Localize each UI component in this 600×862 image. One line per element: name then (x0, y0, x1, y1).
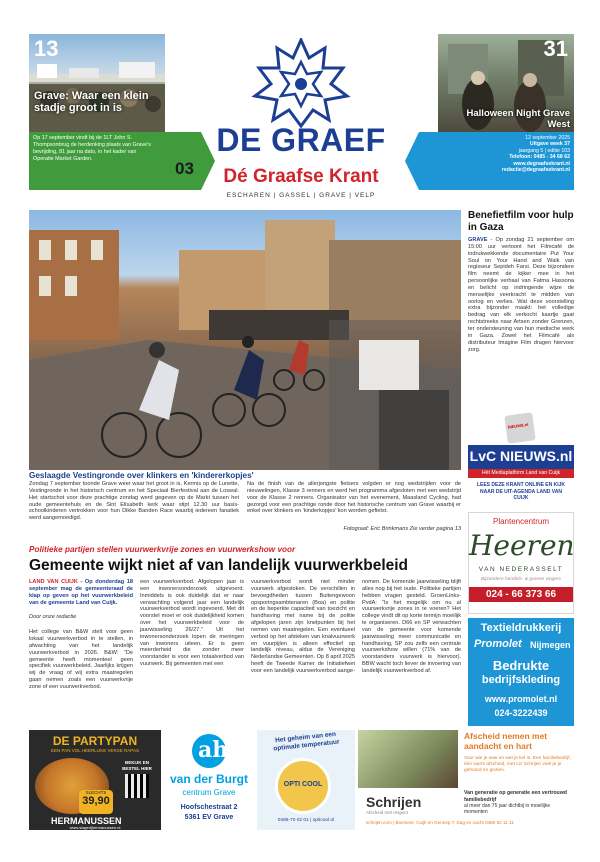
lvc-badge (504, 412, 536, 444)
opticool-phone[interactable]: 0485-70 02 01 | opticool.nl (277, 818, 335, 823)
ah-name: van der Burgt (169, 772, 248, 786)
promolet-brand: Promolet (474, 638, 522, 650)
main-photo-text-left: Zondag 7 september toonde Grave weer waar het groot in is, Kermis op de Lunette, Vestingronde in het historisch centrum en het Speciaal Bierfestival aan de Loswal. Het startschot voor deze prachtige zondag werd gegeven op de Markt tussen het oude gemeentehuis en de Sint Elisabeth kerk waar stipt 12.30 uur basis-schoolkinderen vertrokken voor hun Dikke Banden Race waarbij iedereen fanatiek werd aangemoedigd. (29, 481, 239, 522)
article-kicker: Politieke partijen stellen vuurwerkvrije zones en vuurwerkshow voor (29, 545, 296, 554)
article-headline: Gemeente wijkt niet af van landelijk vuurwerkbeleid (29, 557, 409, 574)
masthead-logo (215, 34, 387, 206)
ah-address-2: 5361 EV Grave (184, 814, 234, 821)
partypan-ad[interactable] (29, 730, 161, 830)
article-byline: Door onze redactie (29, 614, 77, 621)
heeren-name: Heeren (469, 529, 575, 562)
masthead-title: DE GRAEF (216, 122, 386, 158)
sidebar-article-title: Benefietfilm voor hulp in Gaza (468, 210, 574, 233)
green-box-number: 03 (175, 159, 194, 178)
schrijen-photo (358, 730, 458, 788)
partypan-web[interactable]: www.slagerijhermanussen.nl (69, 825, 121, 830)
ah-logo-icon (192, 734, 229, 768)
article-col-2: een vuurwerkverbod. Afgelopen jaar is een inwonersonderzoek uitgevoerd. Inmiddels is ook duidelijk dat er naar verwachting volgend jaar een landelijk vuurwerkverbod wordt ingevoerd. Met dit voorstel moet er ook duidelijkheid komen over het vuurwerkbeleid voor de jaarwisseling 26/27.” Uit het inwonersonderzoek lopen de meningen van inwoners uiteen. Er is geen meerderheid die zonder meer voorstander is voor een totaalverbod van vuurwerk. Bij gemeenten met een (140, 579, 244, 668)
schrijen-footer[interactable]: schrijen.com | Boxmeer, Cuijk en Gennep T. Dag en nacht 0485 52 11 11 (366, 820, 514, 825)
teaser-right[interactable] (438, 34, 574, 132)
price-value: 39,90 (82, 795, 110, 807)
ah-ad[interactable] (164, 730, 254, 830)
teaser-right-caption: Halloween Night Grave West (466, 108, 570, 130)
article-col-4: nomen. De komende jaarwisseling blijft alles nog bij het oude. Politieke partijen hebben vragen gesteld. GroenLinks-PvdA: “Is het mogelijk om nu al vuurwerkvrije zones in te voeren? Het college vindt dit op korte termijn moeilijk te organiseren. D66 en SP verwachten van de gemeente voor komende jaarwisseling meer communicatie en handhaving, SP zou zelfs een centrale vuurwerkshow willen (71% van de voorstanders vuurwerk is hiervoor). BBW wacht toch liever de invoering van landelijk vuurwerkverbod af. (362, 579, 461, 674)
partypan-bestel[interactable]: BEKIJK EN BESTEL HIER (122, 760, 152, 771)
heeren-top: Plantencentrum (492, 517, 550, 526)
schrijen-tagline: Van generatie op generatie een vertrouwd familiebedrijf (464, 790, 567, 803)
teaser-right-number: 31 (543, 36, 568, 61)
lvc-nieuws-ad[interactable] (468, 412, 574, 508)
ah-address-1: Hoofschestraat 2 (180, 804, 238, 811)
promolet-line1: Bedrukte (492, 658, 550, 673)
heeren-phone[interactable]: 024 - 66 373 66 (469, 587, 573, 602)
heeren-tagline: Bijzondere handels- & groene vingers (481, 577, 561, 582)
partypan-brand: HERMANUSSEN (51, 816, 122, 826)
article-col-1 (29, 579, 133, 691)
ah-sub: centrum Grave (182, 788, 236, 797)
sidebar-article (468, 210, 574, 410)
heeren-ad[interactable] (468, 512, 574, 614)
sidebar-article-dateline: GRAVE (468, 237, 488, 243)
article-col-1-text: Het college van B&W stelt voor geen lokaal vuurwerkverbod in te stellen, in afwachting van het landelijk vuurwerkverbod in 2026. B&W: “De gemeente heeft momenteel geen specifiek vuurwerkbeleid. Jaarlijks krijgen wij de vraag of wij extra maatregelen gaan nemen zoals een vuurwerkvrije zone of een vuurwerkverbod. (29, 629, 133, 690)
lvc-badge-text: NIEUWS.nl (507, 421, 529, 430)
schrijen-brand: Schrijen (366, 794, 422, 810)
main-photo-image (29, 210, 461, 470)
issue-date: 12 september 2025 (525, 135, 570, 141)
issue-info-box (419, 132, 574, 190)
teaser-left-number: 13 (34, 36, 59, 61)
issue-email-link[interactable]: redactie@degraafsekrant.nl (501, 167, 570, 174)
lvc-title-bar (468, 445, 574, 469)
promolet-phone[interactable]: 024-3222439 (494, 708, 548, 718)
opticool-thermostat (275, 758, 331, 814)
issue-volume: jaargang 5 | editie 103 (518, 147, 570, 154)
main-photo-caption (29, 470, 461, 552)
article-vuurwerk (29, 545, 461, 727)
lvc-title: LvC NIEUWS.nl (469, 448, 573, 464)
crown-emblem-icon (251, 38, 351, 130)
main-photo-credit: Fotograaf: Eric Brinkmans Zie verder pagina 13 (343, 526, 461, 532)
main-photo-headline: Geslaagde Vestingronde over klinkers en 'kindererkopjes' (29, 471, 254, 480)
opticool-ad[interactable] (257, 730, 355, 830)
lvc-subtitle: Hét Mediaplatform Land van Cuijk (468, 469, 574, 478)
masthead-subtitle: Dé Graafse Krant (223, 166, 379, 187)
promolet-web[interactable]: www.promolet.nl (484, 694, 558, 704)
info-box-arrow (405, 132, 419, 190)
sidebar-article-text: - Op zondag 21 september om 15:00 uur vertoont het Filmcafé de indrukwekkende documentaire Put Your Soul on Your Hand and Walk van regisseur Sepideh Farsi. Deze bijzondere film neemt de kijker mee in het persoonlijke verhaal van Fatma Hassona en belicht op indringende wijze de menselijke veerkracht te midden van oorlog en verlies. Wat deze voorstelling extra bijzonder maakt: het volledige bedrag van elk verkocht kaartje gaat rechtstreeks naar Artsen zonder Grenzen, ter ondersteuning van hun medische werk in Gaza. Zowel het Filmcafé als distributeur Imagine Film dragen hiervoor zorg. (468, 237, 574, 353)
promolet-title: Textieldrukkerij (480, 622, 562, 634)
teaser-left-caption: Grave: Waar een klein stadje groot in is (34, 90, 149, 114)
article-col-3: vuurwerkverbod wordt niet minder vuurwerk afgestoken. De verschillen in bevoegdheden tussen Buitengewoon opsporingsambtenaren (Boa) en politie en de beperkte capaciteit van toezicht en handhaving met name bij de politie afgelopen jaren zijn knelpunten bij het nemen van maatregelen. Een eventueel verbod op het afsteken van knalvuurwerk en vuurpijlen is alleen effectief op landelijk niveau, aldus de Vereniging Nederlandse Gemeenten. Op 8 april 2025 heeft de Tweede Kamer de Initiatiefwet voor een landelijk vuurwerkverbod aange- (251, 579, 355, 674)
price-label: SLECHTS (85, 790, 107, 795)
schrijen-body: Voor wie je was en wat je lief is. Een familiebedrijf, één warm afscheid, met Liz Schrijen voel je je gehoord en gezien. (464, 756, 571, 773)
green-box[interactable] (29, 132, 201, 190)
promolet-ad[interactable] (468, 618, 574, 726)
price-badge (79, 790, 113, 814)
article-lead (29, 579, 133, 606)
ah-logo-glyph: ah (198, 737, 229, 763)
issue-web-link[interactable]: www.degraafsekrant.nl (513, 160, 570, 167)
lvc-cta[interactable]: LEES DEZE KRANT ONLINE EN KIJK NAAR DE UIT-AGENDA LAND VAN CUIJK (476, 482, 566, 502)
schrijen-title: Afscheid nemen met aandacht en hart (464, 731, 548, 751)
masthead-places: ESCHAREN | GASSEL | GRAVE | VELP (226, 192, 376, 199)
article-lead-text: - Op donderdag 18 september mag de gemeenteraad de klap op geven op het vuurwerkbeleid van de gemeente Land van Cuijk. (29, 579, 133, 606)
issue-week: Uitgave week 37 (529, 141, 570, 148)
main-photo-text-right: Na de finish van de allerjongste fietsers volgden er nog wedstrijden voor de nieuwelingen, Klasse 3 renners en werd het programma afgesloten met een wedstrijd voor de Klasse 2 renners. Organisator van het evenement, Maasland Cycling, had gezorgd voor een prachtige ronde door het historische centrum van Grave waarbij er enkel over klinkers en 'kinderkopjes' kon worden gefietst. (247, 481, 461, 515)
promolet-line2: bedrijfskleding (481, 674, 561, 686)
opticool-headline: Het geheim van een optimale temperatuur (272, 730, 340, 753)
partypan-title: DE PARTYPAN (52, 734, 138, 748)
article-dateline: LAND VAN CUIJK (29, 579, 78, 585)
teaser-left[interactable] (29, 34, 165, 132)
issue-phone[interactable]: Telefoon: 0485 - 34 68 62 (509, 154, 570, 161)
partypan-subtitle: EEN PAN VOL HEERLIJKE VERSE RAPAS (51, 748, 139, 753)
sidebar-article-body (468, 237, 574, 353)
green-box-text: Op 17 september vindt bij de 1LT John S. Thompsonbrug de herdenking plaats van Grave's bevrijding, 81 jaar na dato, in het kader van Operatie Market Garden. (33, 135, 151, 162)
main-photo[interactable] (29, 210, 461, 470)
header (29, 34, 574, 206)
heeren-sub: VAN NEDERASSELT (478, 566, 564, 573)
promolet-city: Nijmegen (530, 640, 571, 650)
schrijen-tagline-2: al meer dan 75 jaar dichtbij in moeilijke momenten (464, 803, 551, 816)
schrijen-tag: Afscheid met respect (366, 810, 409, 815)
qr-code-icon[interactable] (125, 774, 149, 798)
opticool-brand: OPTI COOL (283, 781, 323, 788)
schrijen-ad[interactable] (358, 730, 574, 830)
